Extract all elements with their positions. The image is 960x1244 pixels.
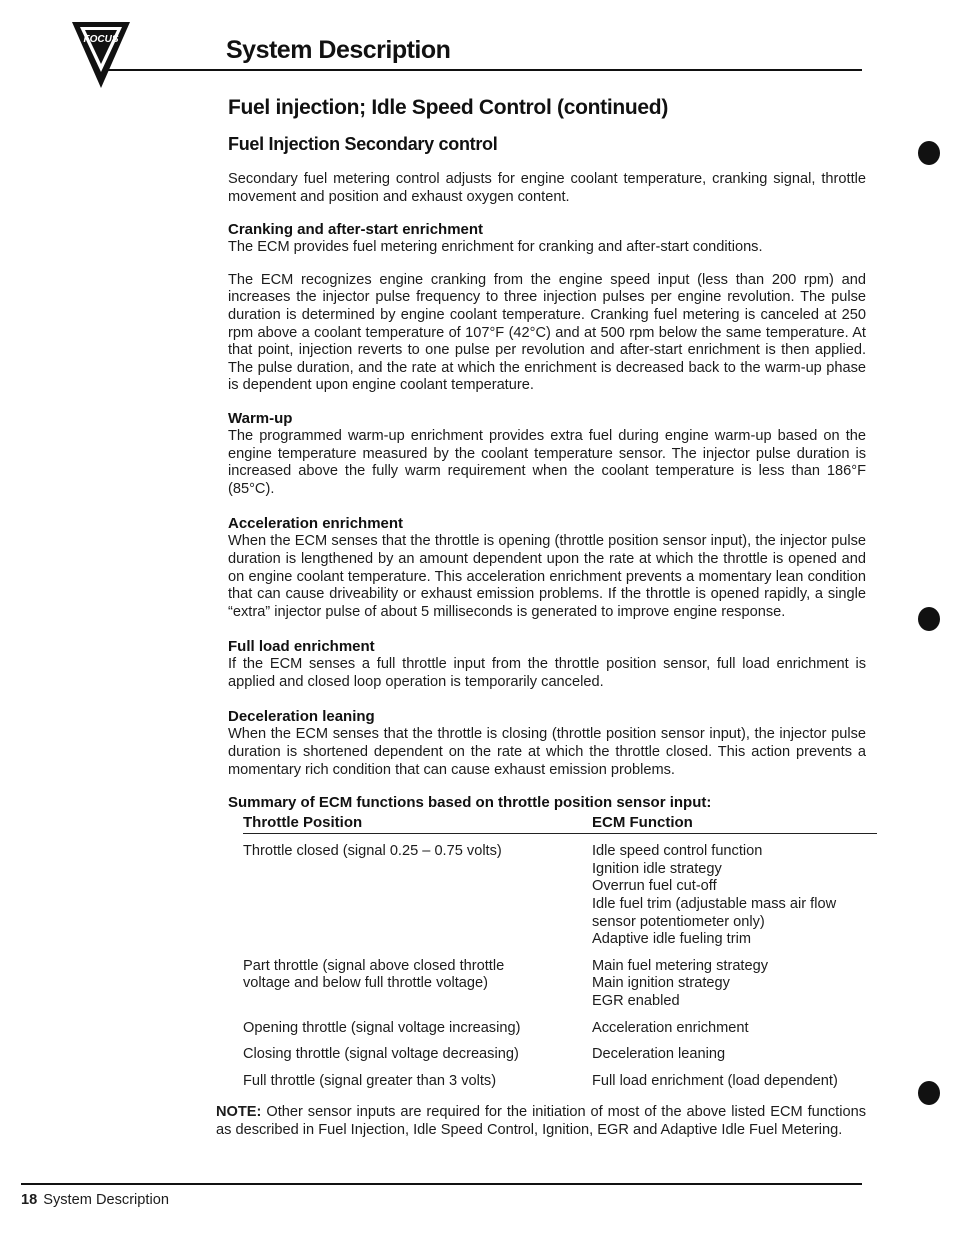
deceleration-heading: Deceleration leaning [228,708,375,726]
function-item: Ignition idle strategy [592,860,722,877]
footer-label: System Description [43,1192,169,1208]
fullload-heading: Full load enrichment [228,638,375,656]
binder-hole-mark [918,141,940,165]
col-header-function: ECM Function [592,812,877,834]
position-cell: Closing throttle (signal voltage decreasing) [243,1046,519,1063]
page-content [216,96,866,1139]
fullload-section [228,638,866,691]
function-item: Adaptive idle fueling trim [592,931,751,948]
function-cell [592,1064,877,1091]
col-header-position: Throttle Position [243,812,592,834]
fullload-paragraph: If the ECM senses a full throttle input from the throttle position sensor, full load enrichment is applied and closed loop operation is temporarily canceled. [228,656,866,690]
focus-logo [72,22,130,88]
function-item: Idle speed control function [592,843,763,860]
note-paragraph [216,1103,866,1139]
position-cell: Throttle closed (signal 0.25 – 0.75 volts) [243,843,502,860]
function-cell [592,949,877,1011]
table-row [243,949,877,1011]
warmup-section [228,410,866,498]
binder-hole-mark [918,1081,940,1105]
header-rule [105,69,862,71]
function-item: Full load enrichment (load dependent) [592,1072,838,1089]
function-cell [592,1011,877,1038]
summary-table [243,812,877,1090]
page-number: 18 [21,1192,38,1208]
binder-hole-mark [918,607,940,631]
intro-paragraph: Secondary fuel metering control adjusts for engine coolant temperature, cranking signal, throttle movement and position and exhaust oxygen content. [228,171,866,205]
function-cell [592,1037,877,1064]
table-row [243,1037,877,1064]
cranking-section [228,221,866,257]
function-item: Idle fuel trim (adjustable mass air flow sensor potentiometer only) [592,896,837,930]
footer-rule [21,1183,862,1185]
logo-text: FOCUS [83,34,119,45]
cranking-heading: Cranking and after-start enrichment [228,221,484,239]
table-row [243,834,877,949]
header-title: System Description [226,36,451,64]
acceleration-heading: Acceleration enrichment [228,515,404,533]
footer [21,1192,169,1208]
note-label: NOTE: [216,1104,262,1121]
warmup-heading: Warm-up [228,409,293,427]
note-text: Other sensor inputs are required for the initiation of most of the above listed ECM functions as described in Fuel Injection, Idle Speed Control, Ignition, EGR and Adaptive Idle Fuel Metering. [216,1104,866,1139]
cranking-paragraph-1: The ECM provides fuel metering enrichment for cranking and after-start conditions. [228,239,763,256]
position-cell: Part throttle (signal above closed throttle voltage and below full throttle voltage) [243,957,505,992]
function-cell [592,834,877,949]
summary-heading: Summary of ECM functions based on throttle position sensor input: [228,794,712,812]
function-item: Acceleration enrichment [592,1019,749,1036]
function-item: Main ignition strategy [592,975,730,992]
deceleration-paragraph: When the ECM senses that the throttle is closing (throttle position sensor input), the injector pulse duration is shortened dependent on the rate at which the throttle closed. This action prevents a momentary rich condition that can cause exhaust emission problems. [228,726,866,778]
position-cell: Opening throttle (signal voltage increasing) [243,1019,521,1036]
cranking-paragraph-2: The ECM recognizes engine cranking from the engine speed input (less than 200 rpm) and increases the injector pulse frequency to three injection pulses per engine revolution. The pulse duration is determined by engine coolant temperature. Cranking fuel metering is canceled at 250 rpm above a coolant temperature of 107°F (42°C) and at 500 rpm below the same temperature. At that point, injection reverts to one pulse per revolution and after-start enrichment is then applied. The pulse duration, and the rate at which the enrichment is decreased back to the warm-up phase is dependent upon engine coolant temperature. [228,271,866,394]
warmup-paragraph: The programmed warm-up enrichment provides extra fuel during engine warm-up based on the engine temperature measured by the coolant temperature sensor. The injector pulse duration is increased above the fully warm requirement when the coolant temperature is less than 186°F (85°C). [228,427,866,497]
position-cell: Full throttle (signal greater than 3 volts) [243,1072,497,1089]
function-item: Deceleration leaning [592,1046,726,1063]
table-row [243,1064,877,1091]
acceleration-paragraph: When the ECM senses that the throttle is opening (throttle position sensor input), the injector pulse duration is lengthened by an amount dependent upon the rate at which the throttle is opened and on engine coolant temperature. This acceleration enrichment prevents a momentary lean condition that can cause driveability or exhaust emission problems. If the throttle is opened rapidly, a single “extra” injector pulse of about 5 milliseconds is generated to improve engine response. [228,533,866,620]
function-item: Main fuel metering strategy [592,957,769,974]
function-item: Overrun fuel cut-off [592,878,717,895]
function-item: EGR enabled [592,993,680,1009]
deceleration-section [228,708,866,779]
acceleration-section [228,515,866,621]
table-row [243,1011,877,1038]
section-title: Fuel injection; Idle Speed Control (continued) [228,96,669,119]
subsection-title: Fuel Injection Secondary control [228,134,498,154]
